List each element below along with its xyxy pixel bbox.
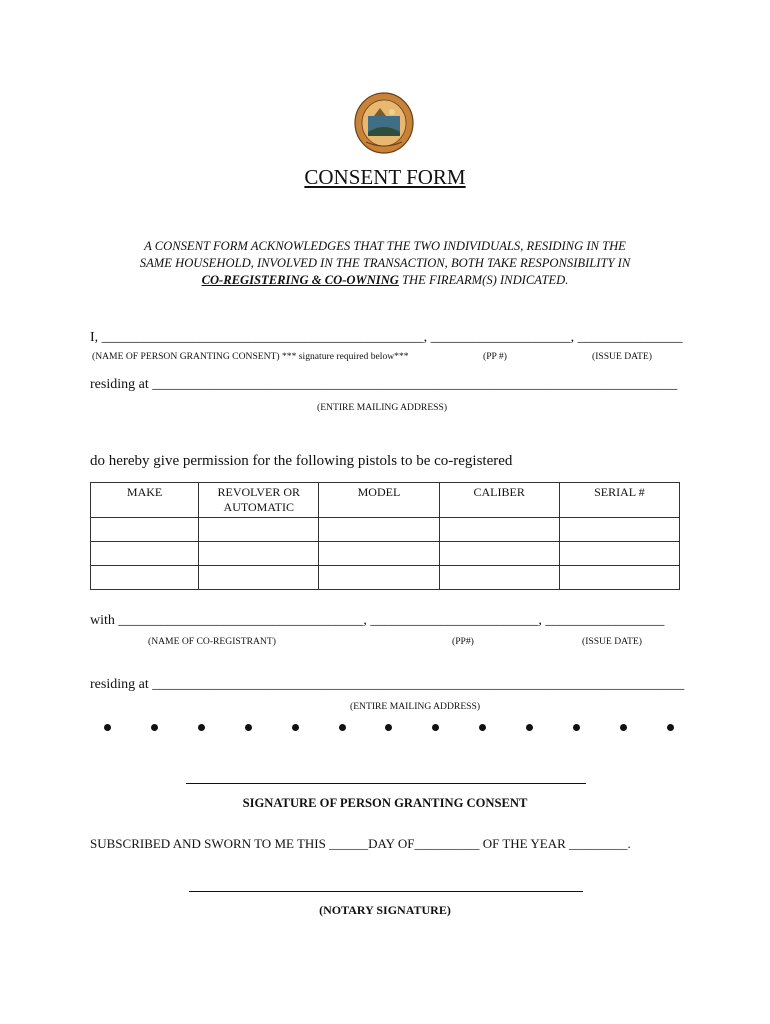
dot-bullet [526,724,533,731]
coregistrant-pp-label: (PP#) [452,636,474,647]
coregistrant-address-field[interactable]: residing at ____________________________________________________________________________ [90,677,685,692]
dot-bullet [151,724,158,731]
notary-signature-caption: (NOTARY SIGNATURE) [319,903,451,917]
table-cell[interactable] [559,518,679,542]
dot-bullet [245,724,252,731]
table-cell[interactable] [439,566,559,590]
table-cell[interactable] [199,518,319,542]
dot-bullet [385,724,392,731]
header-revolver-or-automatic: REVOLVER OR AUTOMATIC [199,483,319,518]
header-serial: SERIAL # [559,483,679,518]
table-header-row [91,483,680,518]
intro-line-3 [60,272,710,289]
coregistrant-name-field[interactable]: with ___________________________________, ________________________, _________________ [90,613,665,628]
table-row [91,566,680,590]
grantor-pp-label: (PP #) [483,351,507,362]
intro-emphasis: CO-REGISTERING & CO-OWNING [201,273,399,287]
table-cell[interactable] [439,542,559,566]
dot-bullet [479,724,486,731]
permission-text: do hereby give permission for the following pistols to be co-registered [90,453,513,469]
table-cell[interactable] [199,566,319,590]
table-cell[interactable] [559,542,679,566]
sworn-statement[interactable]: SUBSCRIBED AND SWORN TO ME THIS ______DAY OF__________ OF THE YEAR _________. [90,836,631,851]
table-cell[interactable] [559,566,679,590]
grantor-signature-caption: SIGNATURE OF PERSON GRANTING CONSENT [242,796,528,810]
intro-line-2: SAME HOUSEHOLD, INVOLVED IN THE TRANSACTION, BOTH TAKE RESPONSIBILITY IN [139,256,631,270]
official-seal-icon [354,92,414,154]
intro-paragraph [60,238,710,289]
table-cell[interactable] [319,566,439,590]
grantor-name-field[interactable]: I, ______________________________________________, ____________________, _______________ [90,330,683,345]
dot-bullet [198,724,205,731]
header-model: MODEL [319,483,439,518]
dot-bullet [432,724,439,731]
dot-bullet [667,724,674,731]
table-cell[interactable] [319,518,439,542]
table-cell[interactable] [439,518,559,542]
dot-bullet [620,724,627,731]
coregistrant-date-label: (ISSUE DATE) [582,636,642,647]
coregistrant-address-label: (ENTIRE MAILING ADDRESS) [350,701,481,712]
header-caliber: CALIBER [439,483,559,518]
table-cell[interactable] [91,518,199,542]
pistols-table [90,482,680,590]
table-cell[interactable] [91,566,199,590]
coregistrant-name-label: (NAME OF CO-REGISTRANT) [148,636,276,647]
intro-tail: THE FIREARM(S) INDICATED. [398,273,569,287]
grantor-signature-line[interactable] [186,783,586,784]
grantor-address-field[interactable]: residing at ___________________________________________________________________________ [90,377,678,392]
intro-line-1: A CONSENT FORM ACKNOWLEDGES THAT THE TWO INDIVIDUALS, RESIDING IN THE [144,239,626,253]
dot-divider [104,724,674,731]
grantor-address-label: (ENTIRE MAILING ADDRESS) [317,402,448,413]
table-cell[interactable] [199,542,319,566]
table-cell[interactable] [319,542,439,566]
header-make: MAKE [91,483,199,518]
grantor-name-label: (NAME OF PERSON GRANTING CONSENT) *** signature required below*** [92,351,409,362]
table-row [91,518,680,542]
table-row [91,542,680,566]
grantor-date-label: (ISSUE DATE) [592,351,652,362]
dot-bullet [104,724,111,731]
form-title: CONSENT FORM [304,165,466,189]
dot-bullet [339,724,346,731]
table-cell[interactable] [91,542,199,566]
dot-bullet [573,724,580,731]
dot-bullet [292,724,299,731]
notary-signature-line[interactable] [189,891,583,892]
